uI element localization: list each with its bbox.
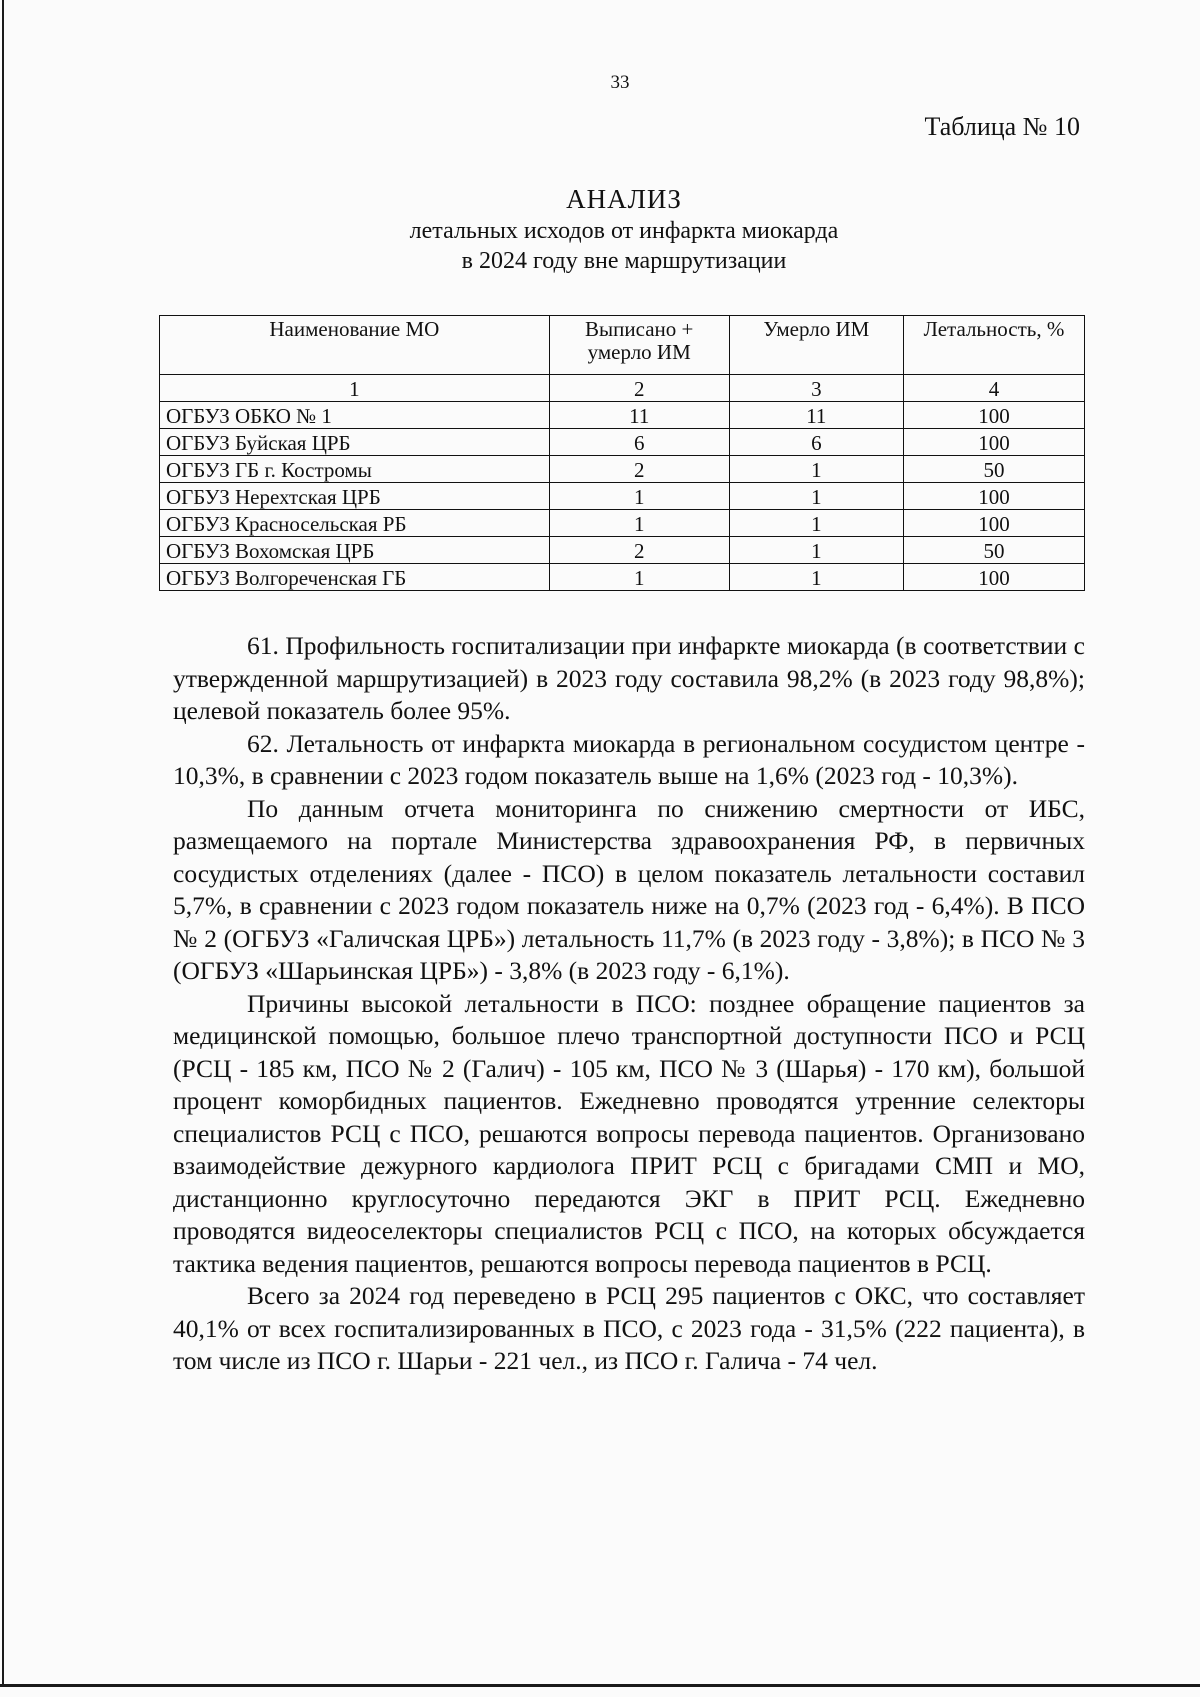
total-cell: 2	[549, 456, 729, 483]
page-number: 33	[610, 72, 630, 93]
column-number: 3	[729, 375, 903, 402]
total-cell: 11	[549, 402, 729, 429]
total-cell: 1	[549, 510, 729, 537]
died-cell: 11	[729, 402, 903, 429]
total-cell: 6	[549, 429, 729, 456]
died-cell: 6	[729, 429, 903, 456]
header-lethality: Летальность, %	[903, 316, 1084, 375]
mo-name-cell: ОГБУЗ ГБ г. Костромы	[160, 456, 550, 483]
header-discharged-plus-died: Выписано + умерло ИМ	[549, 316, 729, 375]
table-row	[160, 402, 1085, 429]
header-died: Умерло ИМ	[729, 316, 903, 375]
died-cell: 1	[729, 483, 903, 510]
column-number: 4	[903, 375, 1084, 402]
document-title	[0, 182, 1200, 276]
lethality-cell: 100	[903, 564, 1084, 591]
mo-name-cell: ОГБУЗ Нерехтская ЦРБ	[160, 483, 550, 510]
died-cell: 1	[729, 510, 903, 537]
table-number-row	[160, 375, 1085, 402]
table-row	[160, 429, 1085, 456]
table-row	[160, 510, 1085, 537]
column-number: 1	[160, 375, 550, 402]
lethality-cell: 100	[903, 483, 1084, 510]
table-row	[160, 537, 1085, 564]
mo-name-cell: ОГБУЗ Буйская ЦРБ	[160, 429, 550, 456]
header-mo-name: Наименование МО	[160, 316, 550, 375]
mo-name-cell: ОГБУЗ Красносельская РБ	[160, 510, 550, 537]
table-label: Таблица № 10	[924, 112, 1080, 141]
paragraph-transfers: Всего за 2024 год переведено в РСЦ 295 пациентов с ОКС, что составляет 40,1% от всех госпитализированных в ПСО, с 2023 года - 31,5% (222 пациента), в том числе из ПСО г. Шарьи - 221 чел., из ПСО г. Галича - 74 чел.	[173, 1281, 1085, 1375]
lethality-cell: 100	[903, 429, 1084, 456]
title-line-2: в 2024 году вне маршрутизации	[461, 248, 787, 274]
lethality-cell: 100	[903, 510, 1084, 537]
total-cell: 1	[549, 483, 729, 510]
title-line-1: летальных исходов от инфаркта миокарда	[409, 218, 839, 244]
table-row	[160, 456, 1085, 483]
total-cell: 2	[549, 537, 729, 564]
title-main: АНАЛИЗ	[566, 184, 682, 214]
died-cell: 1	[729, 564, 903, 591]
body-text	[173, 630, 1085, 1378]
mo-name-cell: ОГБУЗ ОБКО № 1	[160, 402, 550, 429]
total-cell: 1	[549, 564, 729, 591]
died-cell: 1	[729, 456, 903, 483]
table-row	[160, 564, 1085, 591]
lethality-table	[159, 315, 1085, 591]
lethality-cell: 50	[903, 456, 1084, 483]
lethality-cell: 100	[903, 402, 1084, 429]
table-row	[160, 483, 1085, 510]
died-cell: 1	[729, 537, 903, 564]
mo-name-cell: ОГБУЗ Вохомская ЦРБ	[160, 537, 550, 564]
table-header-row	[160, 316, 1085, 375]
paragraph-61: 61. Профильность госпитализации при инфаркте миокарда (в соответствии с утвержденной маршрутизацией) в 2023 году составила 98,2% (в 2023 году 98,8%); целевой показатель более 95%.	[173, 631, 1085, 725]
scan-edge-bottom	[0, 1684, 1200, 1687]
paragraph-62: 62. Летальность от инфаркта миокарда в региональном сосудистом центре - 10,3%, в сравнении с 2023 годом показатель выше на 1,6% (2023 год - 10,3%).	[173, 728, 1085, 790]
paragraph-monitoring: По данным отчета мониторинга по снижению смертности от ИБС, размещаемого на портале Министерства здравоохранения РФ, в первичных сосудистых отделениях (далее - ПСО) в целом показатель летальности составил 5,7%, в сравнении с 2023 годом показатель ниже на 0,7% (2023 год - 6,4%). В ПСО № 2 (ОГБУЗ «Галичская ЦРБ») летальность 11,7% (в 2023 году - 3,8%); в ПСО № 3 (ОГБУЗ «Шарьинская ЦРБ») - 3,8% (в 2023 году - 6,1%).	[173, 793, 1085, 985]
column-number: 2	[549, 375, 729, 402]
lethality-cell: 50	[903, 537, 1084, 564]
paragraph-causes: Причины высокой летальности в ПСО: позднее обращение пациентов за медицинской помощью, большое плечо транспортной доступности ПСО и РСЦ (РСЦ - 185 км, ПСО № 2 (Галич) - 105 км, ПСО № 3 (Шарья) - 170 км), большой процент коморбидных пациентов. Ежедневно проводятся утренние селекторы специалистов РСЦ с ПСО, решаются вопросы перевода пациентов. Организовано взаимодействие дежурного кардиолога ПРИТ РСЦ с бригадами СМП и МО, дистанционно круглосуточно передаются ЭКГ в ПРИТ РСЦ. Ежедневно проводятся видеоселекторы специалистов РСЦ с ПСО, на которых обсуждается тактика ведения пациентов, решаются вопросы перевода пациентов в РСЦ.	[173, 988, 1085, 1278]
mo-name-cell: ОГБУЗ Волгореченская ГБ	[160, 564, 550, 591]
